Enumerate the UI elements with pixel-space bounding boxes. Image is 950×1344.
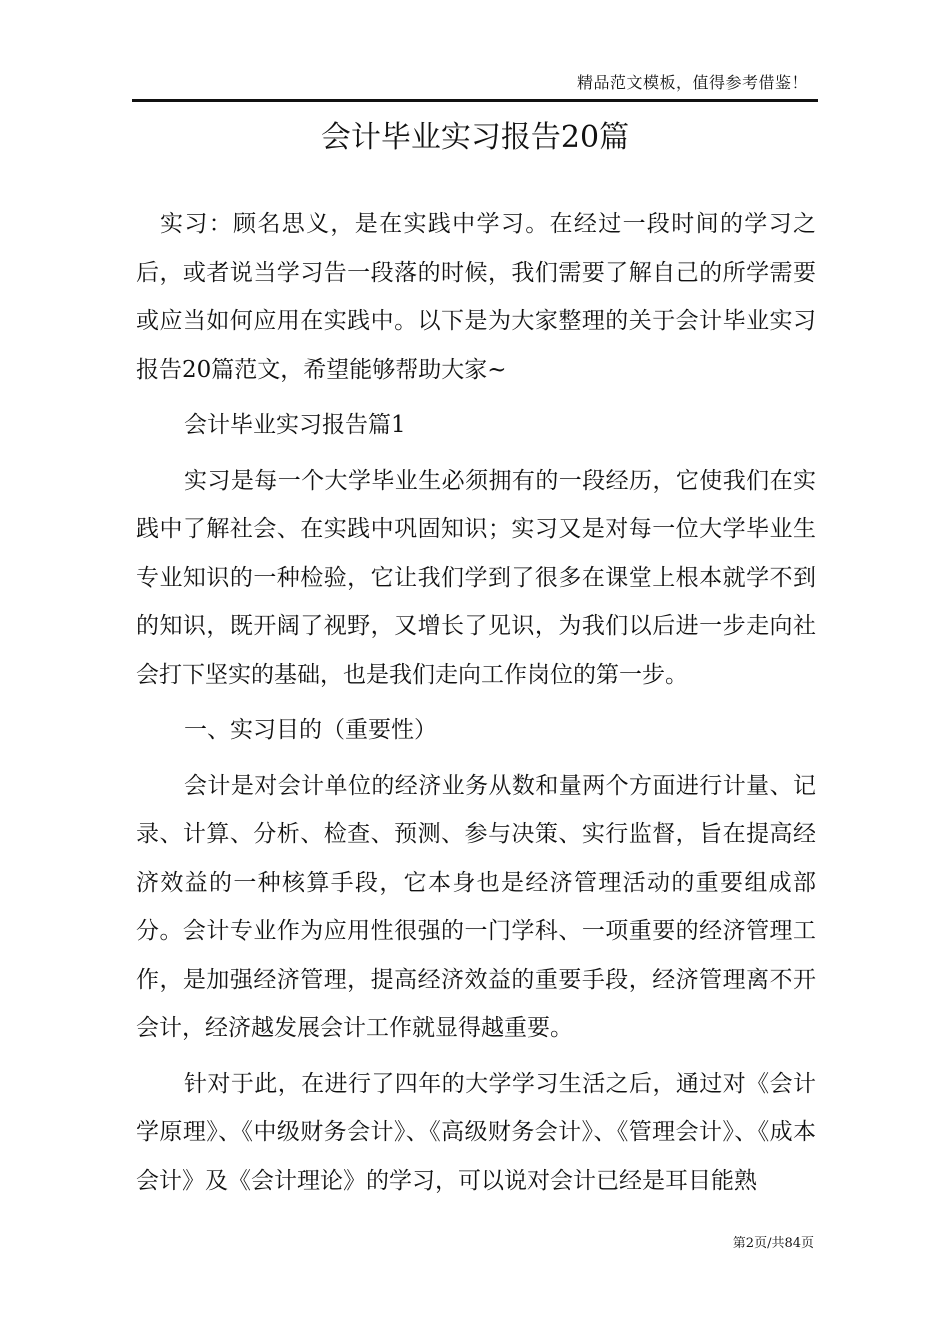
- header-divider: [132, 99, 818, 102]
- header-note: 精品范文模板，值得参考借鉴！: [576, 73, 808, 92]
- paragraph-course-study: 针对于此，在进行了四年的大学学习生活之后，通过对《会计学原理》、《中级财务会计》、《高级财务会计》、《管理会计》、《成本会计》及《会计理论》的学习，可以说对会计已经是耳目能熟: [136, 1070, 816, 1194]
- paragraph-intro: 实习：顾名思义，是在实践中学习。在经过一段时间的学习之后，或者说当学习告一段落的时候，我们需要了解自己的所学需要或应当如何应用在实践中。以下是为大家整理的关于会计毕业实习报告20篇范文，希望能够帮助大家~: [136, 211, 816, 383]
- section-heading-purpose: 一、实习目的（重要性）: [184, 717, 437, 743]
- page-number: 第2页/共84页: [732, 1236, 814, 1251]
- document-body: [136, 200, 816, 1205]
- paragraph-internship-meaning: 实习是每一个大学毕业生必须拥有的一段经历，它使我们在实践中了解社会、在实践中巩固知识；实习又是对每一位大学毕业生专业知识的一种检验，它让我们学到了很多在课堂上根本就学不到的知识，既开阔了视野，又增长了见识，为我们以后进一步走向社会打下坚实的基础，也是我们走向工作岗位的第一步。: [136, 467, 816, 688]
- paragraph-accounting-definition: 会计是对会计单位的经济业务从数和量两个方面进行计量、记录、计算、分析、检查、预测、参与决策、实行监督，旨在提高经济效益的一种核算手段，它本身也是经济管理活动的重要组成部分。会计专业作为应用性很强的一门学科、一项重要的经济管理工作，是加强经济管理，提高经济效益的重要手段，经济管理离不开会计，经济越发展会计工作就显得越重要。: [136, 772, 816, 1041]
- document-title: 会计毕业实习报告20篇: [320, 120, 630, 155]
- section-heading-part1: 会计毕业实习报告篇1: [184, 412, 406, 438]
